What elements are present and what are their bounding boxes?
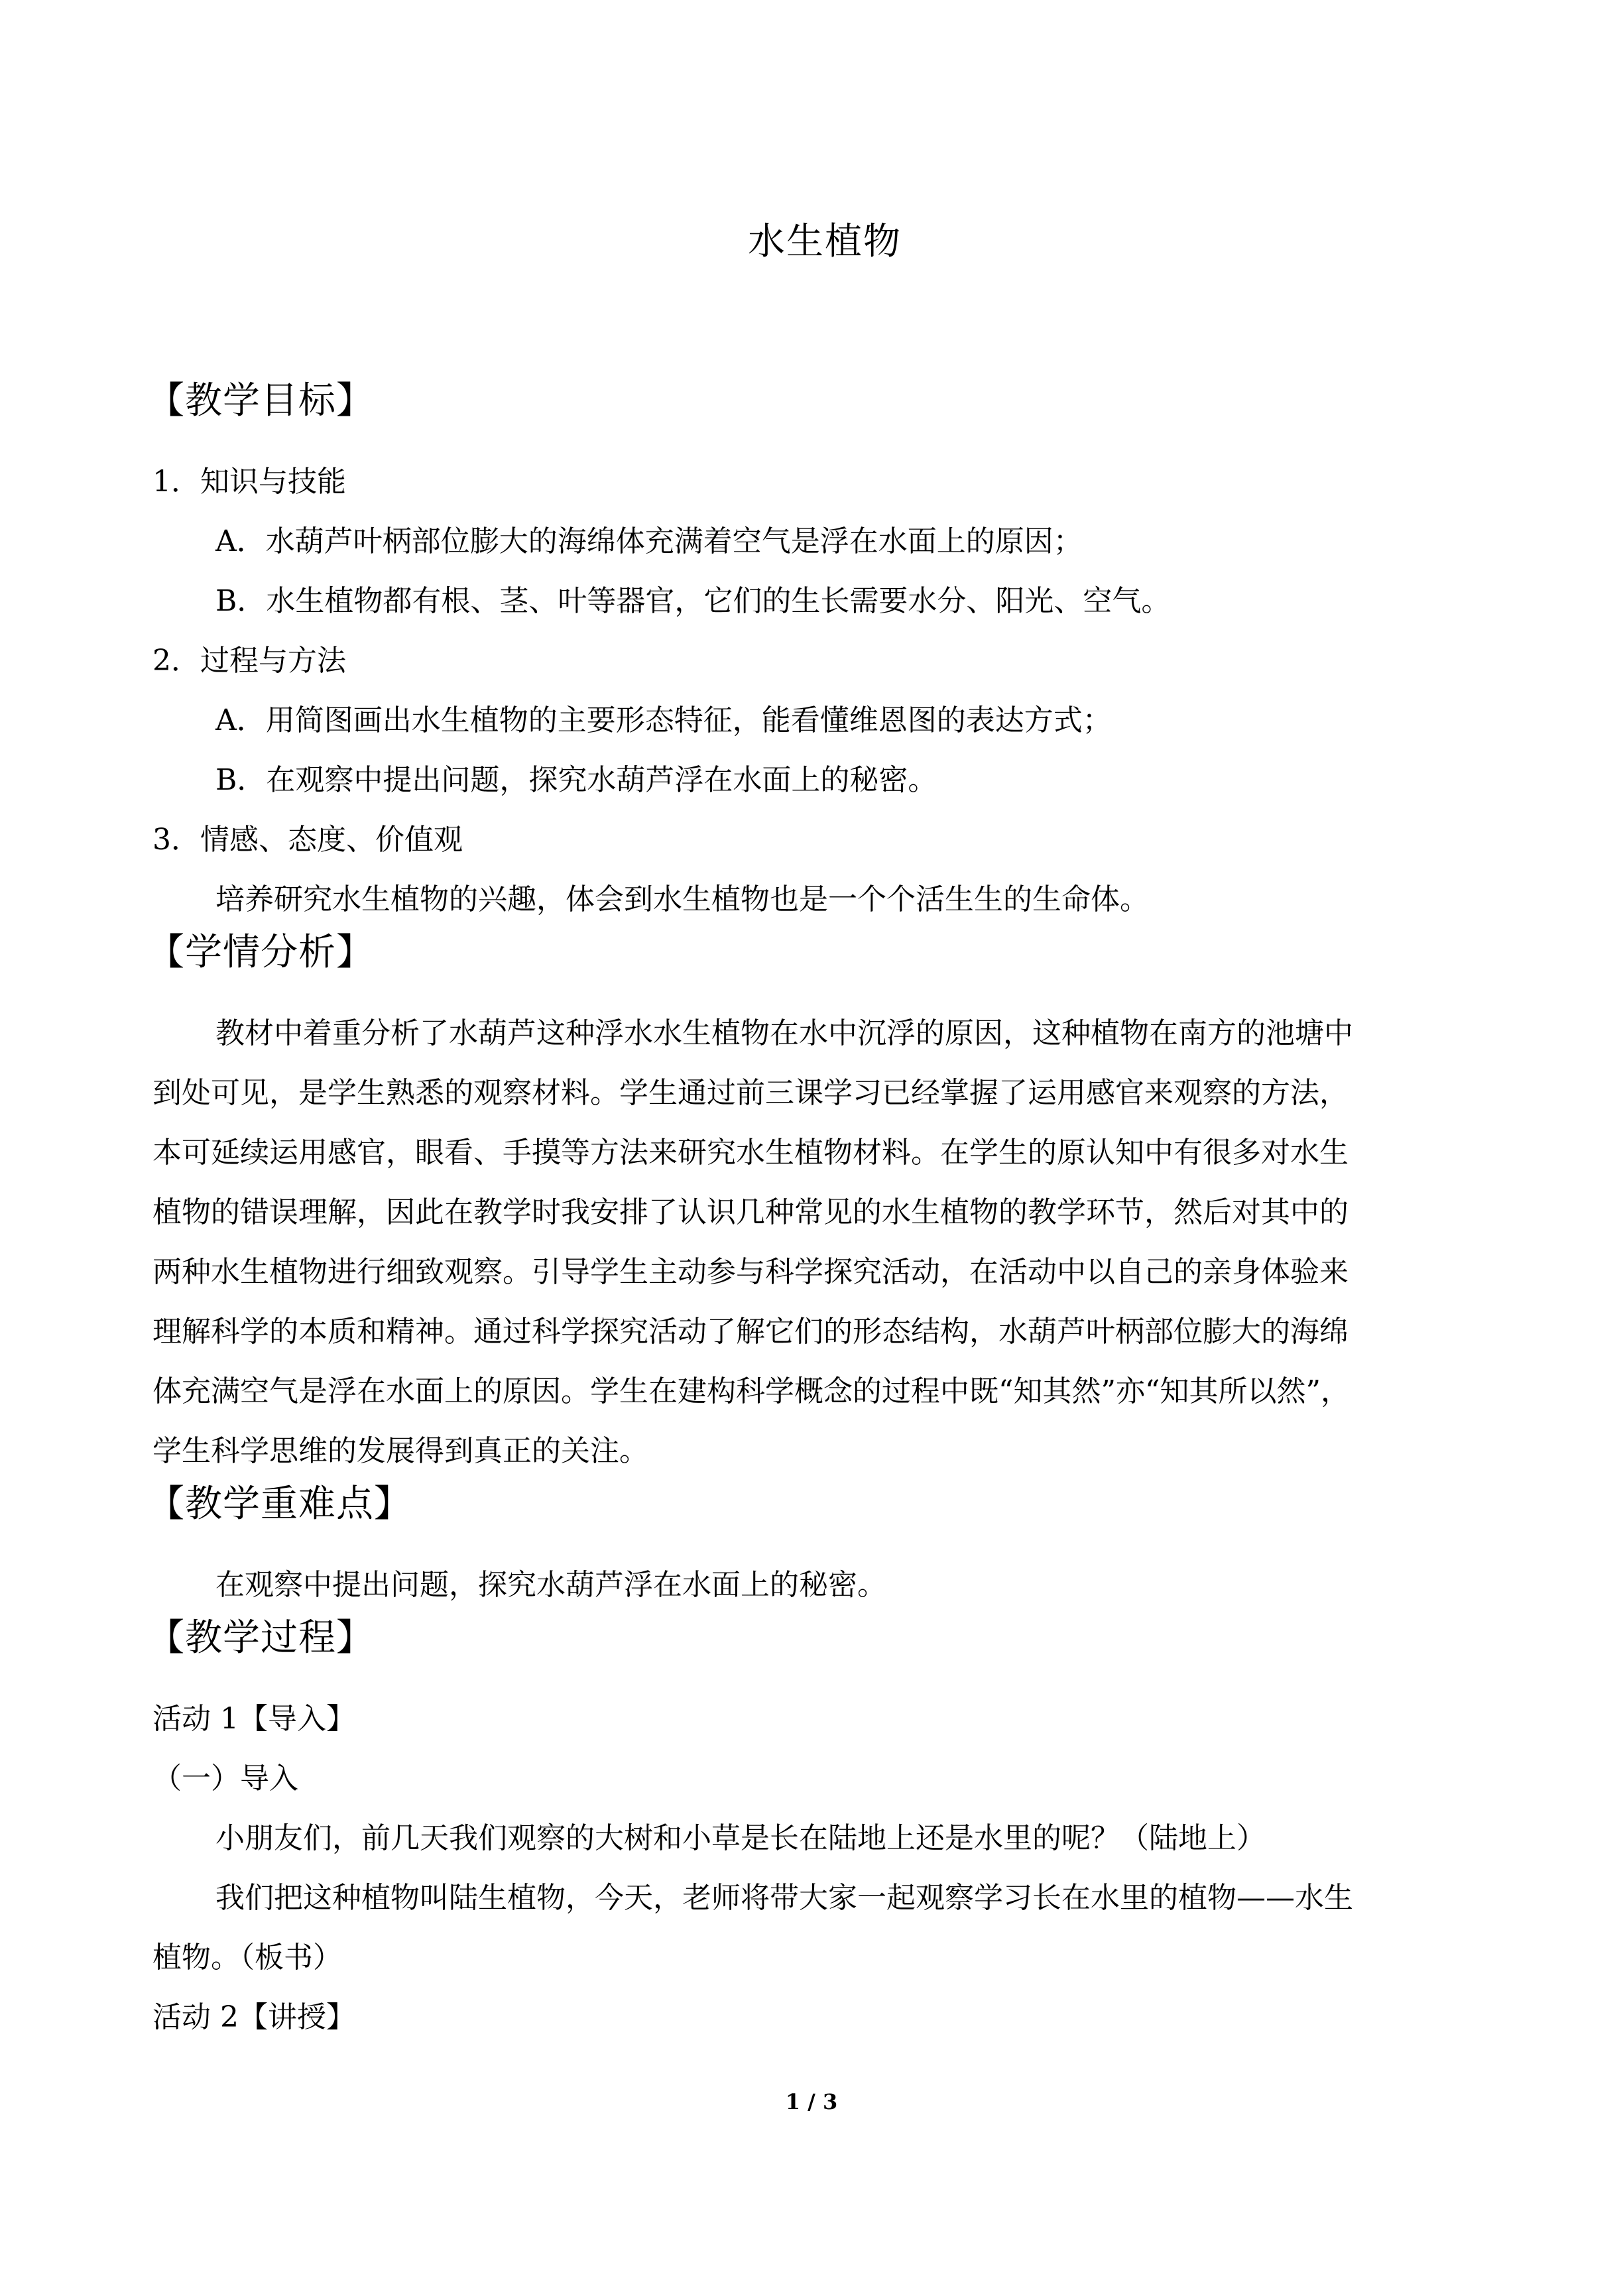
section-heading-objectives: 【教学目标】 — [147, 379, 374, 422]
objective-item: B．水生植物都有根、茎、叶等器官，它们的生长需要水分、阳光、空气。 — [215, 584, 1171, 618]
section-heading-process: 【教学过程】 — [147, 1616, 374, 1660]
analysis-line: 学生科学思维的发展得到真正的关注。 — [152, 1434, 648, 1468]
analysis-line: 本可延续运用感官，眼看、手摸等方法来研究水生植物材料。在学生的原认知中有很多对水生 — [152, 1136, 1349, 1170]
analysis-paragraph — [152, 1004, 1484, 1481]
objective-heading-1: 1．知识与技能 — [152, 465, 346, 499]
objectives-list — [152, 452, 1484, 930]
analysis-line: 体充满空气是浮在水面上的原因。学生在建构科学概念的过程中既“知其然”亦“知其所以然”， — [152, 1374, 1350, 1408]
section-heading-analysis: 【学情分析】 — [147, 931, 374, 974]
objective-item: B．在观察中提出问题，探究水葫芦浮在水面上的秘密。 — [215, 763, 937, 797]
section-heading-key-points: 【教学重难点】 — [147, 1482, 412, 1526]
objective-item: A．水葫芦叶柄部位膨大的海绵体充满着空气是浮在水面上的原因； — [215, 524, 1083, 558]
analysis-line: 植物的错误理解，因此在教学时我安排了认识几种常见的水生植物的教学环节，然后对其中的 — [152, 1195, 1349, 1229]
process-paragraph-2-line-1: 我们把这种植物叫陆生植物，今天，老师将带大家一起观察学习长在水里的植物——水生 — [215, 1881, 1353, 1915]
analysis-line: 到处可见，是学生熟悉的观察材料。学生通过前三课学习已经掌握了运用感官来观察的方法， — [152, 1076, 1349, 1110]
objective-heading-2: 2．过程与方法 — [152, 644, 346, 678]
activity-1-label: 活动 1【导入】 — [152, 1702, 355, 1736]
process-paragraph-2-line-2: 植物。（板书） — [152, 1941, 342, 1974]
activity-1-subheading: （一）导入 — [152, 1762, 298, 1795]
objective-heading-3: 3．情感、态度、价值观 — [152, 823, 463, 857]
objective-item: 培养研究水生植物的兴趣，体会到水生植物也是一个个活生生的生命体。 — [215, 882, 1149, 916]
analysis-line: 两种水生植物进行细致观察。引导学生主动参与科学探究活动，在活动中以自己的亲身体验来 — [152, 1255, 1349, 1289]
analysis-line: 理解科学的本质和精神。通过科学探究活动了解它们的形态结构，水葫芦叶柄部位膨大的海绵 — [152, 1315, 1349, 1349]
analysis-line: 教材中着重分析了水葫芦这种浮水水生植物在水中沉浮的原因，这种植物在南方的池塘中 — [215, 1016, 1353, 1050]
page-number: 1 / 3 — [785, 2089, 838, 2114]
activity-2-label: 活动 2【讲授】 — [152, 2000, 355, 2034]
document-title: 水生植物 — [748, 220, 902, 263]
process-paragraph-1: 小朋友们，前几天我们观察的大树和小草是长在陆地上还是水里的呢？（陆地上） — [215, 1821, 1266, 1855]
objective-item: A．用简图画出水生植物的主要形态特征，能看懂维恩图的表达方式； — [215, 703, 1112, 737]
key-points-text: 在观察中提出问题，探究水葫芦浮在水面上的秘密。 — [215, 1568, 886, 1602]
